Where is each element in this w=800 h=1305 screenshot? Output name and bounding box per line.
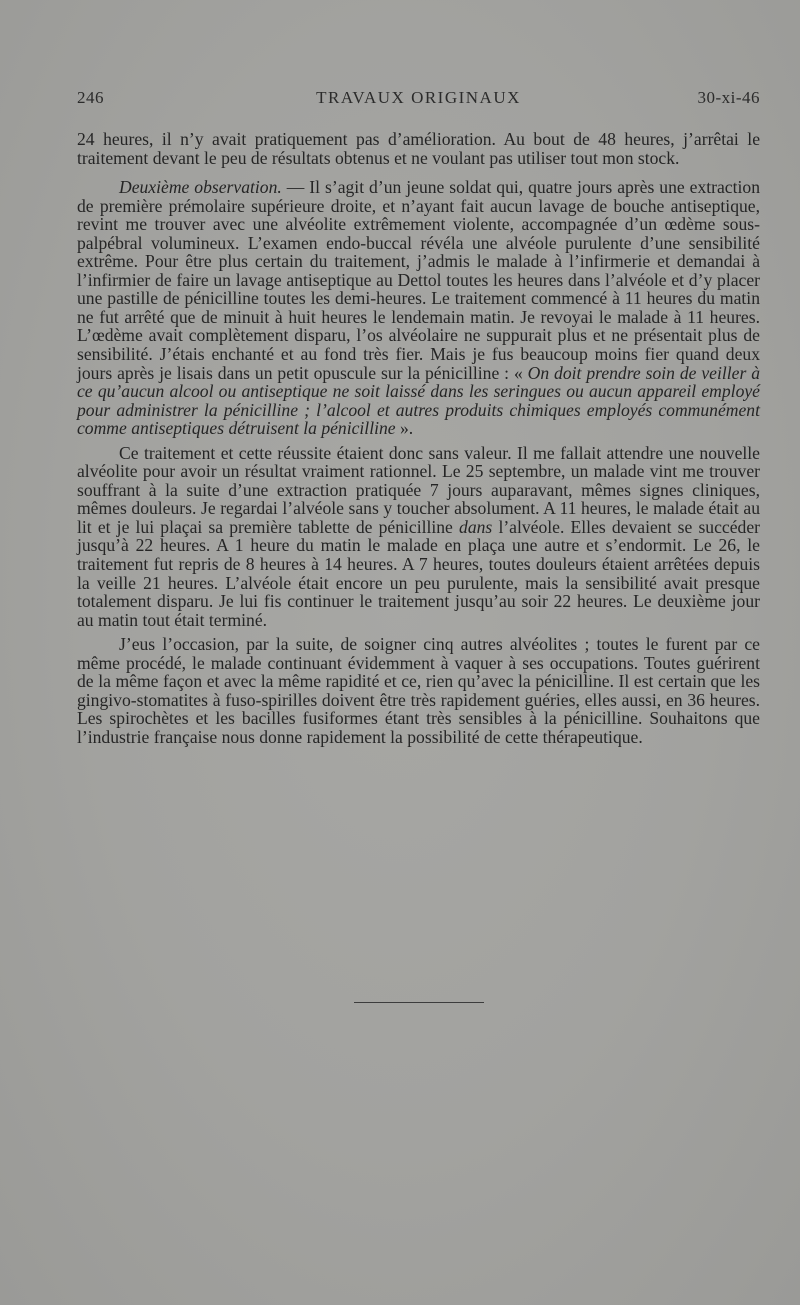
treatment-text-start: Ce traitement et cette réussite étaient donc sans valeur. Il me fallait attendre une nouvelle alvéolite pour avoir un résultat vraiment rationnel. Le 25 septembre, un malade vint me trouver souffrant à la suite d’une extraction pratiquée 7 jours auparavant, mêmes signes cliniques, mêmes douleurs. Je regardai l’alvéole sans y toucher absolument. A 11 heures, le malade était au lit et je lui plaçai sa première tablette de pénicilline (77, 442, 760, 537)
running-title: TRAVAUX ORIGINAUX (316, 88, 521, 107)
paragraph-conclusion: J’eus l’occasion, par la suite, de soigner cinq autres alvéolites ; toutes le furent par ce même procédé, le malade continuant évidemment à vaquer à ses occupations. Toutes guérirent de la même façon et avec la même rapidité et ce, rien qu’avec la pénicilline. Il est certain que les gingivo-stomatites à fuso-spirilles doivent être très rapidement guéries, elles aussi, en 36 heures. Les spirochètes et les bacilles fusiformes étant très sensibles à la pénicilline. Souhaitons que l’industrie française nous donne rapidement la possibilité de cette thérapeutique. (77, 634, 760, 747)
quote-close: ». (395, 418, 414, 439)
observation-heading: Deuxième observation. (119, 177, 282, 198)
paragraph-treatment (77, 444, 760, 629)
paragraph-continuation: 24 heures, il n’y avait pratiquement pas d’amélioration. Au bout de 48 heures, j’arrêtai le traitement devant le peu de résultats obtenus et ne voulant pas utiliser tout mon stock. (77, 129, 760, 168)
observation-text: — Il s’agit d’un jeune soldat qui, quatre jours après une extraction de première prémolaire supérieure droite, et n’ayant fait aucun lavage de bouche antiseptique, revint me trouver avec une alvéolite extrêmement violente, accompagnée d’un œdème sous-palpébral volumineux. L’examen endo-buccal révéla une alvéole purulente d’une sensibilité extrême. Pour être plus certain du traitement, j’admis le malade à l’infirmerie et demandai à l’infirmier de faire un lavage antiseptique au Dettol toutes les heures dans l’alvéole et d’y placer une pastille de pénicilline toutes les demi-heures. Le traitement commencé à 11 heures du matin ne fut arrêté que de minuit à huit heures le lendemain matin. Je revoyai le malade à 11 heures. L’œdème avait complètement disparu, l’os alvéolaire ne suppurait plus et ne présentait plus de sensibilité. J’étais enchanté et au fond très fier. Mais je fus beaucoup moins fier quand deux jours après je lisais dans un petit opuscule sur la pénicilline : « (77, 177, 760, 383)
page-number: 246 (77, 88, 104, 107)
running-head (77, 88, 760, 110)
penicillin-quote: On doit prendre soin de veiller à ce qu’aucun alcool ou antiseptique ne soit laissé dans les seringues ou aucun appareil employé pour administrer la pénicilline ; l’alcool et autres produits chimiques employés communément comme antiseptiques détruisent la pénicilline (77, 362, 760, 439)
paragraph-second-observation (77, 178, 760, 438)
emphasis-dans: dans (459, 516, 493, 537)
article-body (77, 130, 760, 747)
issue-date: 30-xi-46 (697, 88, 760, 107)
end-rule (354, 1002, 484, 1003)
treatment-text-end: l’alvéole. Elles devaient se succéder jusqu’à 22 heures. A 1 heure du matin le malade en plaça une autre et s’endormit. Le 26, le traitement fut repris de 8 heures à 14 heures. A 7 heures, toutes douleurs étaient arrêtées depuis la veille 21 heures. L’alvéole était encore un peu purulente, mais la sensibilité avait presque totalement disparu. Je lui fis continuer le traitement jusqu’au soir 22 heures. Le deuxième jour au matin tout était terminé. (77, 516, 760, 630)
